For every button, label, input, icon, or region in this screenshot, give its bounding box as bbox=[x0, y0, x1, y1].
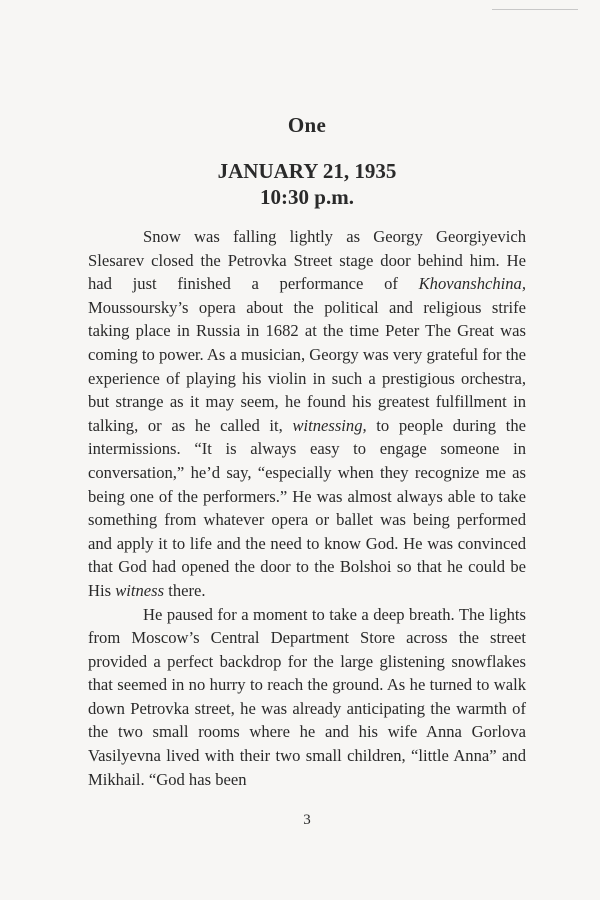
text-run: Moussoursky’s opera about the political and religious strife taking place in Russia in 1682 at the time Peter The Great was coming to power. As a musician, Georgy was very grateful for the experience of playing his violin in such a prestigious orchestra, but strange as it may seem, he found his greatest fulfillment in talking, or as he called it, bbox=[88, 297, 526, 435]
paragraph-2 bbox=[88, 603, 526, 792]
text-run: there. bbox=[164, 580, 206, 600]
chapter-date: JANUARY 21, 1935 bbox=[217, 159, 397, 183]
chapter-title: One bbox=[287, 113, 327, 137]
top-edge-rule bbox=[492, 9, 578, 10]
italic-run: Khovanshchina, bbox=[418, 274, 526, 294]
italic-run: witnessing, bbox=[292, 415, 367, 435]
page-number: 3 bbox=[303, 812, 311, 828]
text-run: Snow was falling lightly as Georgy Georgiyevich Slesarev closed the Petrovka Street stage door behind him. He had just finished a performance of bbox=[88, 227, 526, 294]
text-run: He paused for a moment to take a deep breath. The lights from Moscow’s Central Department Store across the street provided a perfect backdrop for the large glistening snowflakes that seemed in no hurry to reach the ground. As he turned to walk down Petrovka street, he was already anticipating the warmth of the two small rooms where he and his wife Anna Gorlova Vasilyevna lived with their two small children, “little Anna” and Mikhail. “God has been bbox=[88, 604, 526, 789]
paragraph-1 bbox=[88, 225, 526, 603]
chapter-time: 10:30 p.m. bbox=[260, 185, 354, 209]
chapter-heading bbox=[88, 158, 526, 210]
text-run: to people during the intermissions. “It is always easy to engage someone in conversation,” he’d say, “especially when they recognize me as being one of the performers.” He was almost always able to take something from whatever opera or ballet was being performed and apply it to life and the need to know God. He was convinced that God had opened the door to the Bolshoi so that he could be His bbox=[88, 415, 526, 600]
italic-run: witness bbox=[115, 580, 165, 600]
body-text bbox=[88, 225, 526, 791]
